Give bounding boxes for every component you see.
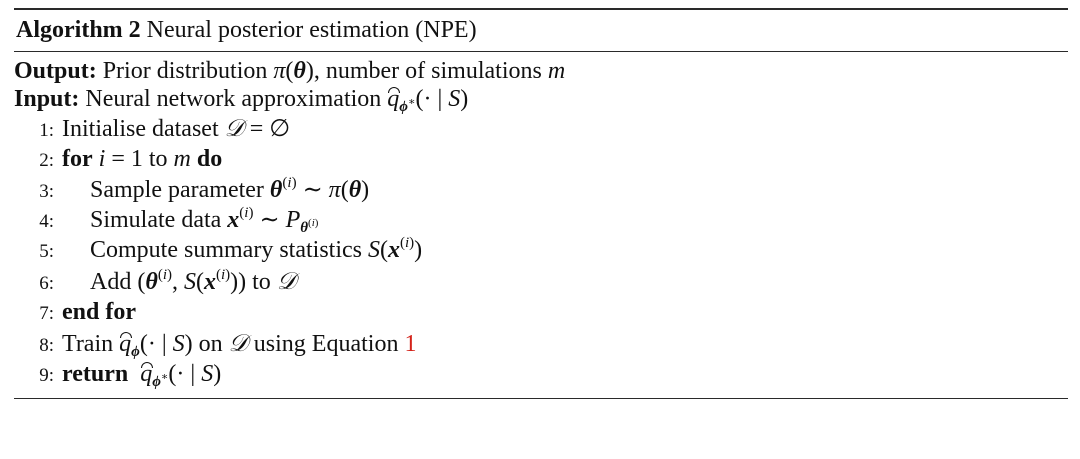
output-line: Output: Prior distribution π(θ), number of simulations m	[14, 58, 566, 84]
step-text-3: using Equation	[247, 330, 405, 357]
step-text-2: to	[246, 268, 277, 295]
keyword-for: for	[62, 146, 93, 173]
math-m: m	[547, 58, 566, 84]
algorithm-caption	[14, 10, 1068, 45]
math-D: 𝒟	[224, 113, 244, 142]
algorithm-box	[14, 8, 1068, 399]
step-text: to	[142, 146, 174, 173]
step-text: Initialise dataset	[62, 115, 225, 142]
bottom-rule	[14, 398, 1068, 399]
step-number: 9:	[39, 365, 54, 387]
input-label: Input:	[14, 86, 80, 113]
keyword-end-for: end for	[62, 299, 136, 326]
step-text: Simulate data	[90, 207, 228, 234]
step-3: 3: Sample parameter $\theta^{(i)}$ ∼ π(θ)	[14, 176, 1068, 206]
output-label: Output:	[14, 58, 97, 84]
step-number: 1:	[39, 119, 54, 141]
step-number: 3:	[39, 180, 54, 202]
math-q-hat: q	[387, 86, 400, 113]
output-text-b: , number of simulations	[313, 58, 548, 84]
math-theta: θ	[293, 58, 306, 84]
output-text-a: Prior distribution	[102, 58, 274, 84]
algorithm-label: Algorithm 2	[16, 17, 141, 43]
step-8: 8: Train $q_\phi(\cdot$ | S) on 𝒟 using Equation 1	[14, 329, 1068, 360]
step-number: 6:	[39, 272, 54, 294]
algorithm-body	[14, 52, 1068, 390]
equation-reference-link[interactable]: 1	[404, 330, 417, 357]
step-text-2: on	[192, 330, 229, 357]
step-text: Sample parameter	[90, 176, 270, 203]
step-number: 2:	[39, 150, 54, 172]
step-6: 6: Add ($\theta^{(i)}$, $S(x^{(i)})$) to 𝒟	[14, 267, 1068, 298]
step-7	[14, 298, 1068, 328]
step-5: 5: Compute summary statistics $S(x^{(i)})$	[14, 236, 1068, 266]
keyword-do: do	[196, 146, 223, 173]
step-number: 8:	[39, 334, 54, 356]
keyword-return: return	[62, 361, 129, 388]
input-line: Input: Neural network approximation $q_{\phi^∗}(\cdot$ | S)	[14, 86, 469, 116]
step-4: 4: Simulate data $x^{(i)}$ ∼ $P_{\theta^{(i)}}$	[14, 206, 1068, 236]
step-9: 9: return $q_{\phi^∗}(\cdot$ | S)	[14, 360, 1068, 390]
step-text: Train	[62, 330, 120, 357]
step-number: 4:	[39, 211, 54, 233]
algorithm-title: Neural posterior estimation (NPE)	[146, 17, 477, 43]
step-1: 1: Initialise dataset 𝒟 = ∅	[14, 114, 1068, 145]
step-number: 5:	[39, 241, 54, 263]
step-text: Add	[90, 268, 138, 295]
step-number: 7:	[39, 303, 54, 325]
input-text: Neural network approximation	[85, 86, 388, 113]
step-text: Compute summary statistics	[90, 237, 368, 264]
step-2: 2: for i = 1 to m do	[14, 145, 1068, 175]
math-pi: π	[273, 58, 286, 84]
